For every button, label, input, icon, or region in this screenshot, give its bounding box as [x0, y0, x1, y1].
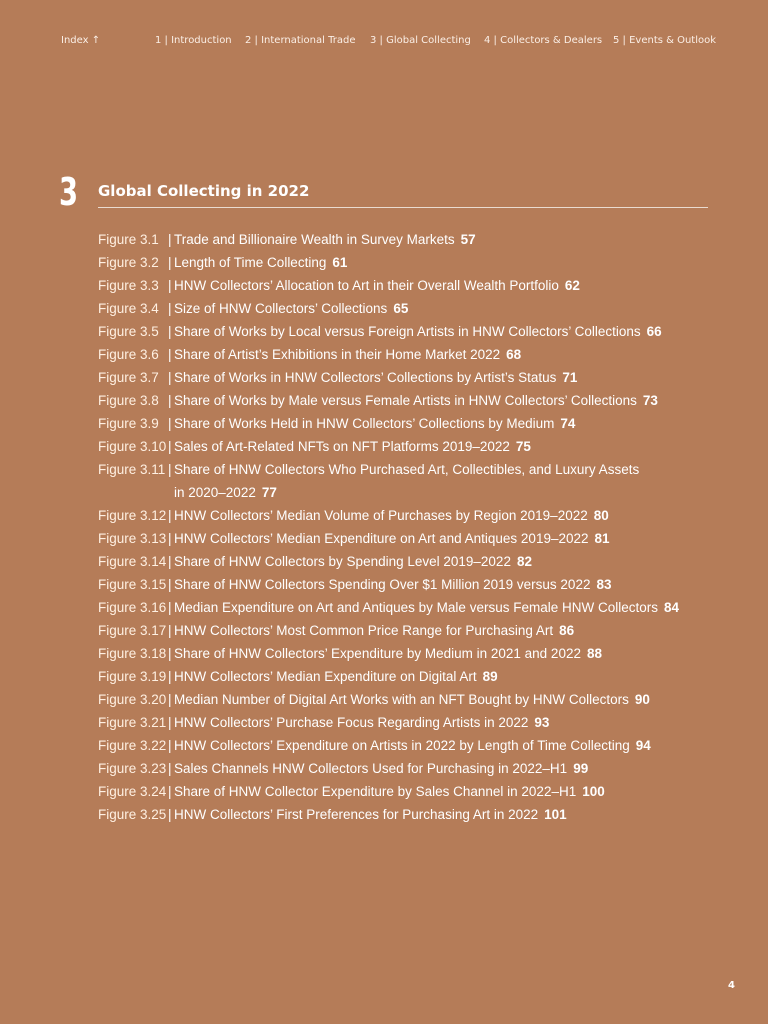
figure-label: Figure 3.7	[98, 370, 159, 385]
figure-page-number: 57	[460, 232, 476, 247]
figure-title-line	[174, 458, 639, 481]
figure-title: Share of HNW Collector Expenditure by Sales Channel in 2022–H1	[174, 784, 577, 799]
figure-title-line	[174, 320, 662, 343]
figure-title: HNW Collectors’ Median Volume of Purchases by Region 2019–2022	[174, 508, 588, 523]
figure-separator: |	[168, 623, 172, 638]
figure-title-line	[174, 596, 679, 619]
figure-page-number: 68	[506, 347, 522, 362]
figure-list-item[interactable]	[98, 527, 738, 550]
figure-label: Figure 3.10	[98, 439, 167, 454]
figure-label: Figure 3.5	[98, 324, 159, 339]
nav-collectors-dealers-link[interactable]: 4 | Collectors & Dealers	[484, 35, 603, 46]
figure-title: HNW Collectors’ First Preferences for Purchasing Art in 2022	[174, 807, 539, 822]
figure-list-item[interactable]	[98, 297, 738, 320]
figure-separator: |	[168, 370, 172, 385]
figure-title: Length of Time Collecting	[174, 255, 327, 270]
figure-label: Figure 3.23	[98, 761, 167, 776]
figure-list-item[interactable]	[98, 619, 738, 642]
figure-title: Sales Channels HNW Collectors Used for Purchasing in 2022–H1	[174, 761, 568, 776]
figure-page-number: 61	[332, 255, 348, 270]
figure-title-line	[174, 228, 476, 251]
figure-title-line	[174, 803, 567, 826]
figure-separator: |	[168, 577, 172, 592]
figure-title: Share of Works in HNW Collectors’ Collections by Artist’s Status	[174, 370, 557, 385]
figure-title-line	[174, 251, 347, 274]
figure-page-number: 75	[515, 439, 531, 454]
figure-label: Figure 3.1	[98, 232, 159, 247]
top-navigation	[61, 35, 721, 49]
nav-introduction-link[interactable]: 1 | Introduction	[155, 35, 232, 46]
figure-separator: |	[168, 232, 172, 247]
figure-title-line	[174, 297, 408, 320]
figure-label: Figure 3.19	[98, 669, 167, 684]
figure-separator: |	[168, 301, 172, 316]
figure-title: HNW Collectors’ Expenditure on Artists in 2022 by Length of Time Collecting	[174, 738, 630, 753]
figure-title-line	[174, 688, 650, 711]
figure-page-number: 93	[534, 715, 550, 730]
figure-title: Share of HNW Collectors Spending Over $1 Million 2019 versus 2022	[174, 577, 591, 592]
figure-title-line	[174, 366, 577, 389]
figure-title-line	[174, 780, 605, 803]
figure-page-number: 90	[634, 692, 650, 707]
figure-title: Median Expenditure on Art and Antiques by Male versus Female HNW Collectors	[174, 600, 658, 615]
chapter-title: Global Collecting in 2022	[98, 182, 310, 200]
figure-list-item[interactable]	[98, 366, 738, 389]
figure-page-number: 74	[560, 416, 576, 431]
figure-title-line	[174, 274, 580, 297]
figure-title-line	[174, 504, 609, 527]
figure-label: Figure 3.6	[98, 347, 159, 362]
figure-page-number: 100	[582, 784, 605, 799]
page-number: 4	[728, 980, 735, 991]
figure-title: Share of Works Held in HNW Collectors’ Collections by Medium	[174, 416, 555, 431]
figure-title: Trade and Billionaire Wealth in Survey Markets	[174, 232, 455, 247]
figure-page-number: 83	[596, 577, 612, 592]
figure-list-item[interactable]	[98, 665, 738, 688]
figure-page-number: 81	[594, 531, 610, 546]
nav-events-outlook-link[interactable]: 5 | Events & Outlook	[613, 35, 717, 46]
figure-title-line	[174, 665, 498, 688]
figure-list-item[interactable]	[98, 803, 738, 826]
figure-label: Figure 3.9	[98, 416, 159, 431]
figure-title: Share of Works by Male versus Female Artists in HNW Collectors’ Collections	[174, 393, 637, 408]
figure-title-line	[174, 642, 602, 665]
figure-label: Figure 3.14	[98, 554, 167, 569]
chapter-number: 3	[59, 170, 79, 214]
figure-page-number: 71	[562, 370, 578, 385]
figure-list	[98, 228, 738, 826]
figure-separator: |	[168, 554, 172, 569]
figure-label: Figure 3.8	[98, 393, 159, 408]
figure-title-line	[174, 711, 549, 734]
figure-title: Share of HNW Collectors Who Purchased Art, Collectibles, and Luxury Assets	[174, 462, 640, 477]
figure-title: HNW Collectors’ Purchase Focus Regarding Artists in 2022	[174, 715, 529, 730]
figure-title: HNW Collectors’ Median Expenditure on Art and Antiques 2019–2022	[174, 531, 589, 546]
figure-separator: |	[168, 324, 172, 339]
figure-list-item[interactable]	[98, 458, 738, 481]
figure-list-item[interactable]	[98, 573, 738, 596]
figure-label: Figure 3.2	[98, 255, 159, 270]
figure-page-number: 73	[642, 393, 658, 408]
figure-page-number: 66	[646, 324, 662, 339]
figure-separator: |	[168, 761, 172, 776]
figure-list-item[interactable]	[98, 596, 738, 619]
figure-label: Figure 3.16	[98, 600, 167, 615]
figure-separator: |	[168, 669, 172, 684]
figure-list-item[interactable]	[98, 228, 738, 251]
figure-list-item-continuation[interactable]	[98, 481, 738, 504]
figure-separator: |	[168, 439, 172, 454]
figure-title: Size of HNW Collectors’ Collections	[174, 301, 388, 316]
figure-separator: |	[168, 508, 172, 523]
figure-title-line	[174, 734, 651, 757]
figure-title: HNW Collectors’ Allocation to Art in their Overall Wealth Portfolio	[174, 278, 559, 293]
figure-list-item[interactable]	[98, 550, 738, 573]
figure-title-continuation: in 2020–2022	[174, 485, 256, 500]
figure-page-number: 101	[544, 807, 567, 822]
figure-list-item[interactable]	[98, 343, 738, 366]
figure-page-number: 86	[559, 623, 575, 638]
figure-separator: |	[168, 278, 172, 293]
figure-label: Figure 3.17	[98, 623, 167, 638]
figure-label: Figure 3.4	[98, 301, 159, 316]
nav-international-trade-link[interactable]: 2 | International Trade	[245, 35, 356, 46]
figure-title-line	[174, 550, 532, 573]
figure-title-line	[174, 412, 575, 435]
figure-list-item[interactable]	[98, 251, 738, 274]
figure-list-item[interactable]	[98, 734, 738, 757]
figure-page-number: 82	[516, 554, 532, 569]
figure-separator: |	[168, 807, 172, 822]
nav-index-link[interactable]: Index ↑	[61, 35, 101, 46]
figure-list-item[interactable]	[98, 320, 738, 343]
figure-label: Figure 3.13	[98, 531, 167, 546]
figure-list-item[interactable]	[98, 274, 738, 297]
figure-separator: |	[168, 692, 172, 707]
figure-page-number: 84	[663, 600, 680, 615]
figure-label: Figure 3.24	[98, 784, 167, 799]
figure-label: Figure 3.18	[98, 646, 167, 661]
figure-list-item[interactable]	[98, 780, 738, 803]
figure-page-number: 99	[573, 761, 589, 776]
figure-title-line	[174, 343, 521, 366]
figure-page-number: 80	[593, 508, 609, 523]
figure-list-item[interactable]	[98, 504, 738, 527]
figure-title-line	[174, 757, 588, 780]
figure-title: Share of Works by Local versus Foreign Artists in HNW Collectors’ Collections	[174, 324, 641, 339]
figure-label: Figure 3.21	[98, 715, 167, 730]
figure-title: Sales of Art-Related NFTs on NFT Platforms 2019–2022	[174, 439, 510, 454]
figure-title-line	[174, 389, 658, 412]
figure-separator: |	[168, 784, 172, 799]
figure-page-number: 88	[586, 646, 602, 661]
figure-page-number: 89	[482, 669, 498, 684]
figure-list-item[interactable]	[98, 389, 738, 412]
figure-label: Figure 3.3	[98, 278, 159, 293]
figure-separator: |	[168, 646, 172, 661]
figure-separator: |	[168, 255, 172, 270]
figure-separator: |	[168, 416, 172, 431]
nav-global-collecting-link[interactable]: 3 | Global Collecting	[370, 35, 471, 46]
figure-separator: |	[168, 462, 172, 477]
figure-page-number: 65	[393, 301, 409, 316]
figure-label: Figure 3.22	[98, 738, 167, 753]
figure-title-line	[174, 573, 612, 596]
figure-title: HNW Collectors’ Median Expenditure on Digital Art	[174, 669, 477, 684]
figure-page-number: 62	[564, 278, 580, 293]
figure-label: Figure 3.15	[98, 577, 167, 592]
figure-list-item[interactable]	[98, 412, 738, 435]
figure-label: Figure 3.11	[98, 462, 166, 477]
figure-label: Figure 3.20	[98, 692, 167, 707]
figure-separator: |	[168, 347, 172, 362]
figure-separator: |	[168, 738, 172, 753]
figure-title-line	[174, 527, 610, 550]
figure-title: Share of HNW Collectors by Spending Level 2019–2022	[174, 554, 511, 569]
figure-title-line	[174, 435, 531, 458]
figure-page-number: 77	[261, 485, 277, 500]
figure-list-item[interactable]	[98, 757, 738, 780]
figure-label: Figure 3.25	[98, 807, 167, 822]
figure-list-item[interactable]	[98, 711, 738, 734]
figure-list-item[interactable]	[98, 435, 738, 458]
figure-separator: |	[168, 393, 172, 408]
figure-title-line	[174, 619, 574, 642]
figure-separator: |	[168, 600, 172, 615]
figure-title: Share of HNW Collectors’ Expenditure by Medium in 2021 and 2022	[174, 646, 581, 661]
figure-separator: |	[168, 531, 172, 546]
figure-list-item[interactable]	[98, 688, 738, 711]
figure-label: Figure 3.12	[98, 508, 167, 523]
figure-title: Share of Artist’s Exhibitions in their Home Market 2022	[174, 347, 501, 362]
title-divider	[98, 207, 708, 208]
figure-list-item[interactable]	[98, 642, 738, 665]
figure-page-number: 94	[635, 738, 651, 753]
figure-title: Median Number of Digital Art Works with an NFT Bought by HNW Collectors	[174, 692, 629, 707]
figure-title: HNW Collectors’ Most Common Price Range for Purchasing Art	[174, 623, 554, 638]
figure-separator: |	[168, 715, 172, 730]
